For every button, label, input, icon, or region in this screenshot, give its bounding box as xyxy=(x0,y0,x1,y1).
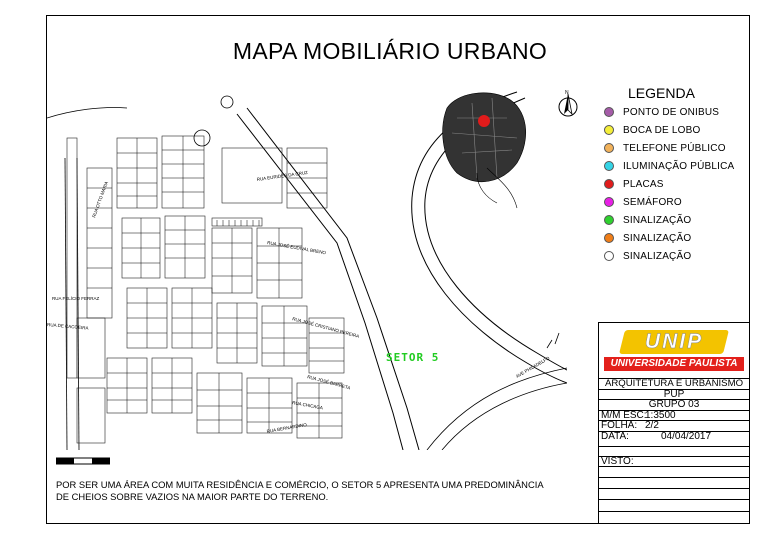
north-label: N xyxy=(565,90,569,96)
legend-swatch-icon xyxy=(604,161,614,171)
legend-item-label: BOCA DE LOBO xyxy=(623,124,701,136)
svg-text:AVE PHILADELFO: AVE PHILADELFO xyxy=(515,355,551,379)
legend-swatch-icon xyxy=(604,233,614,243)
description-text xyxy=(56,479,601,503)
logo-text: UNIP xyxy=(644,330,704,353)
visto-field: VISTO: xyxy=(598,457,750,467)
svg-text:RUA DE CACOEIRA: RUA DE CACOEIRA xyxy=(47,322,89,331)
legend-item-label: SINALIZAÇÃO xyxy=(623,214,692,226)
logo xyxy=(598,322,750,379)
scale-bar xyxy=(56,457,110,467)
svg-text:RUA JOSÉ EUDIVAL BRENO: RUA JOSÉ EUDIVAL BRENO xyxy=(266,240,327,256)
logo-subtitle: UNIVERSIDADE PAULISTA xyxy=(604,357,744,371)
legend-item xyxy=(604,123,700,137)
empty-row xyxy=(598,500,750,512)
date-field xyxy=(598,432,750,447)
course-field: ARQUITETURA E URBANISMO xyxy=(598,379,750,390)
legend-swatch-icon xyxy=(604,143,614,153)
date-key: DATA: xyxy=(601,431,629,442)
legend-item xyxy=(604,249,691,263)
legend-swatch-icon xyxy=(604,251,614,261)
legend-item-label: ILUMINAÇÃO PÚBLICA xyxy=(623,160,735,172)
legend-title: LEGENDA xyxy=(628,85,695,101)
sector-label: SETOR 5 xyxy=(386,351,440,364)
sheet-key: FOLHA: xyxy=(601,420,638,431)
legend-item-label: PONTO DE ONIBUS xyxy=(623,106,720,118)
empty-row xyxy=(598,467,750,478)
legend-item xyxy=(604,195,682,209)
street-map xyxy=(47,78,567,450)
legend-item-label: SINALIZAÇÃO xyxy=(623,232,692,244)
empty-row xyxy=(598,478,750,489)
empty-row xyxy=(598,489,750,500)
legend-item xyxy=(604,105,719,119)
logo-wordmark xyxy=(619,330,729,354)
legend-item xyxy=(604,177,664,191)
svg-text:RUA OTTO MARIA: RUA OTTO MARIA xyxy=(91,180,110,219)
svg-text:RUA BERNARDINO: RUA BERNARDINO xyxy=(266,422,308,434)
svg-text:RUA EURIDES DA CRUZ: RUA EURIDES DA CRUZ xyxy=(256,169,309,182)
map-title: MAPA MOBILIÁRIO URBANO xyxy=(232,38,548,64)
scale-value: 1:3500 xyxy=(645,410,676,421)
legend-swatch-icon xyxy=(604,125,614,135)
legend-swatch-icon xyxy=(604,197,614,207)
sheet-value: 2/2 xyxy=(645,420,659,431)
group-field: GRUPO 03 xyxy=(598,400,750,411)
date-value: 04/04/2017 xyxy=(661,431,712,442)
svg-text:RUA FELÍCIO FERRAZ: RUA FELÍCIO FERRAZ xyxy=(52,296,100,301)
legend-item-label: TELEFONE PÚBLICO xyxy=(623,142,726,154)
legend-item xyxy=(604,213,691,227)
svg-text:RUA JOSÉ CRISTIANO PEREIRA: RUA JOSÉ CRISTIANO PEREIRA xyxy=(291,316,360,339)
legend-swatch-icon xyxy=(604,179,614,189)
legend-swatch-icon xyxy=(604,215,614,225)
svg-text:RUA CHICAGA: RUA CHICAGA xyxy=(291,400,324,411)
project-field: PUP xyxy=(598,390,750,400)
legend-item-label: SINALIZAÇÃO xyxy=(623,250,692,262)
description-line-1: POR SER UMA ÁREA COM MUITA RESIDÊNCIA E COMÉRCIO, O SETOR 5 APRESENTA UMA PREDOMINÂNCIA xyxy=(56,479,544,490)
legend-item-label: SEMÁFORO xyxy=(623,196,682,208)
description-line-2: DE CHEIOS SOBRE VAZIOS NA MAIOR PARTE DO TERRENO. xyxy=(56,491,329,502)
north-arrow-icon xyxy=(556,90,580,120)
legend-item-label: PLACAS xyxy=(623,178,664,190)
legend-item xyxy=(604,231,691,245)
legend-item xyxy=(604,159,734,173)
legend-item xyxy=(604,141,726,155)
legend-swatch-icon xyxy=(604,107,614,117)
svg-text:RUA JOSÉ BARRETA: RUA JOSÉ BARRETA xyxy=(306,374,351,391)
scale-key: M/M ESC: xyxy=(601,410,647,421)
